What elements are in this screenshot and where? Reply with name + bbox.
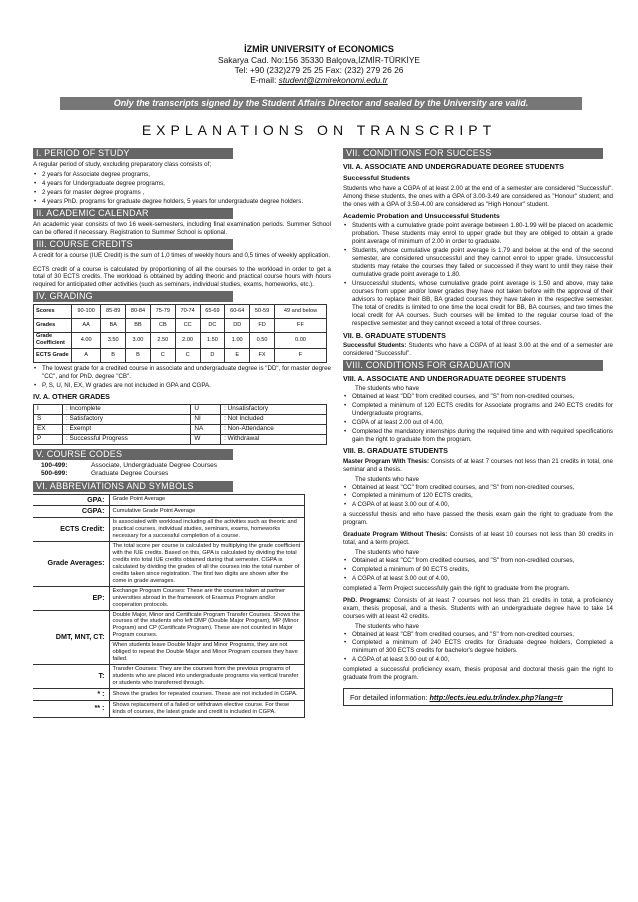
table-row xyxy=(33,470,221,478)
list-item: • Students with a cumulative grade point average between 1.80-1.99 will be placed on academic probation. These students may enrol to upper grade but they are obliged to obtain a grade point average of minimum of 2.00 in order to graduate. xyxy=(343,222,613,246)
table-cell: 1.00 xyxy=(225,333,250,348)
list-item: • Obtained at least "CB" from credited courses, and "S" from non-credited courses, xyxy=(343,631,613,639)
table-row xyxy=(33,610,305,641)
period-list xyxy=(33,171,331,206)
right-column xyxy=(343,146,613,706)
without-thesis-end: completed a Term Project successfully gain the right to graduate from the program. xyxy=(343,584,570,592)
text: Students who have a CGPA of at least 3.00 at the end of a semester are considered "Successful". xyxy=(343,341,613,357)
table-cell: 0.50 xyxy=(250,333,275,348)
list-item: • P, S, U, NI, EX, W grades are not included in GPA and CGPA. xyxy=(33,382,331,390)
intro-text: The students who have xyxy=(355,549,419,557)
section-heading-period: I. PERIOD OF STUDY xyxy=(33,148,233,159)
period-intro: A regular period of study, excluding preparatory class consists of; xyxy=(33,161,212,168)
probation-list xyxy=(343,222,613,327)
section-heading-abbreviations: VI. ABBREVIATIONS AND SYMBOLS xyxy=(33,481,233,492)
text: Consists of at least 7 courses not less than 21 credits in total, a proficiency exam, thesis proposal, and a thesis. Students with an undergraduate degree have to take 14 courses with at least 42 credits. xyxy=(343,596,613,620)
text: Consists of at least 7 courses not less than 21 credits in total, one seminar and a thesis. xyxy=(343,457,613,473)
abbr-key: EP: xyxy=(33,586,109,610)
grade-meaning: : Non-Attendance xyxy=(221,424,327,434)
table-row xyxy=(34,305,327,319)
table-row xyxy=(33,665,305,689)
table-cell: 75-79 xyxy=(150,305,175,319)
table-cell: CB xyxy=(150,319,175,333)
grade-meaning: : Unsatisfactory xyxy=(221,404,327,414)
calendar-text: An academic year consists of two 16 week-semesters, including final examination periods. Summer School can be offered if necessary. Registration to Summer School is optional. xyxy=(33,220,331,236)
table-cell: 60-64 xyxy=(225,305,250,319)
table-cell: 4.00 xyxy=(72,333,101,348)
master-thesis-list xyxy=(343,484,613,510)
table-cell: B xyxy=(101,348,126,362)
section-heading-other-grades: IV. A. OTHER GRADES xyxy=(33,392,110,402)
table-row xyxy=(33,541,305,586)
grade-code: P xyxy=(34,434,63,444)
row-label: ECTS Grade xyxy=(34,348,72,362)
grade-meaning: : Not Included xyxy=(221,414,327,424)
master-thesis-text xyxy=(343,458,613,474)
course-codes-table xyxy=(33,462,221,479)
table-row xyxy=(34,434,327,444)
section-heading-credits: III. COURSE CREDITS xyxy=(33,239,233,250)
list-item: • A CGPA of at least 3.00 out of 4.00, xyxy=(343,501,613,509)
subsection-title: Academic Probation and Unsuccessful Students xyxy=(343,212,500,220)
table-cell: B xyxy=(126,348,151,362)
university-name: İZMİR UNIVERSITY of ECONOMICS xyxy=(244,44,394,54)
email-line xyxy=(0,75,638,85)
list-item: • A CGPA of at least 3.00 out of 4.00, xyxy=(343,575,613,583)
table-cell: 49 and below xyxy=(274,305,326,319)
abbr-key: * : xyxy=(33,689,109,701)
abbr-value: Shows replacement of a failed or withdrawn elective course. For these kinds of courses, the latest grade and credit is included in CGPA. xyxy=(109,700,305,717)
footer-label: For detailed information: xyxy=(350,693,430,703)
table-cell: A xyxy=(72,348,101,362)
table-row xyxy=(33,494,305,506)
grade-code: W xyxy=(191,434,221,444)
info-link[interactable]: http://ects.ieu.edu.tr/index.php?lang=tr xyxy=(429,693,563,703)
without-thesis-list xyxy=(343,557,613,583)
table-cell: 90-100 xyxy=(72,305,101,319)
label-bold: PhD. Programs: xyxy=(343,596,391,604)
list-item: • The lowest grade for a credited course in associate and undergraduate degree is "DD", for master degree "CC", and for PhD. degree "CB". xyxy=(33,365,331,381)
abbr-value: Cumulative Grade Point Average xyxy=(109,506,305,518)
subsection-heading: VIII. B. GRADUATE STUDENTS xyxy=(343,446,448,456)
intro-text: The students who have xyxy=(355,384,419,392)
table-cell: 2.50 xyxy=(150,333,175,348)
email-link[interactable]: student@izmirekonomi.edu.tr xyxy=(278,75,388,86)
table-cell: FD xyxy=(250,319,275,333)
list-item: • Completed a minimum of 120 ECTS credits, xyxy=(343,492,613,500)
table-row xyxy=(33,462,221,470)
credits-p1: A credit for a course (IUE Credit) is the sum of 1,0 times of weekly hours and 0,5 times of weekly application. xyxy=(33,251,331,259)
grade-code: S xyxy=(34,414,63,424)
grade-meaning: : Withdrawal xyxy=(221,434,327,444)
table-cell: DD xyxy=(225,319,250,333)
abbr-key: CGPA: xyxy=(33,506,109,518)
table-row xyxy=(34,348,327,362)
grade-code: I xyxy=(34,404,63,414)
abbr-value: The total score per course is calculated by multiplying the grade coefficient with the IUE credits. Based on this, GPA is calculated by dividing the total credits into total IUE credits obtained during that semester. CGPA is calculated by dividing the grades of all the courses into the total number of credits taken since registration. The first two digits are shown after the come in grade averages. xyxy=(109,541,305,586)
abbr-value: Transfer Courses: They are the courses from the previous programs of students who are placed into undergraduate programs via vertical transfer or students who transferred through. xyxy=(109,665,305,689)
abbr-value: Shows the grades for repeated courses. These are not included in CGPA. xyxy=(109,689,305,701)
section-heading-graduation: VIII. CONDITIONS FOR GRADUATION xyxy=(343,360,603,371)
table-cell: 85-89 xyxy=(101,305,126,319)
list-item: • 2 years for Associate degree programs, xyxy=(33,171,331,179)
without-thesis-text xyxy=(343,531,613,547)
code-desc: Graduate Degree Courses xyxy=(91,470,169,478)
table-cell: 50-59 xyxy=(250,305,275,319)
intro-text: The students who have xyxy=(355,475,419,483)
code-desc: Associate, Undergraduate Degree Courses xyxy=(91,461,218,469)
validity-banner: Only the transcripts signed by the Student Affairs Director and sealed by the University are valid. xyxy=(60,97,582,110)
grading-notes xyxy=(33,365,331,390)
subsection-heading: VII. B. GRADUATE STUDENTS xyxy=(343,330,446,340)
table-row xyxy=(34,424,327,434)
credits-p2: ECTS credit of a course is calculated by proportioning of all the courses to the workload in order to get a total of 30 ECTS credits. The workload is obtained by adding theoric and practical course hours with hours required for anticipated other activities (such as seminars, individual studies, exams, homeworks, etc.). xyxy=(33,265,331,289)
abbr-value: Is associated with workload including all the activities such as theoric and practical courses, individual studies, seminars, exams, homeworks necessary for a successful completion of a course. xyxy=(109,518,305,542)
grade-meaning: : Satisfactory xyxy=(62,414,190,424)
table-row xyxy=(34,319,327,333)
abbr-value: When students leave Double Major and Minor Programs, they are not obliged to repeat the Double Major and Minor Program courses they have failed. xyxy=(109,641,305,665)
table-cell: 80-84 xyxy=(126,305,151,319)
table-row xyxy=(34,333,327,348)
table-row xyxy=(33,700,305,717)
list-item: • CGPA of at least 2.00 out of 4.00, xyxy=(343,419,613,427)
table-cell: AA xyxy=(72,319,101,333)
grade-code: U xyxy=(191,404,221,414)
abbr-key: Grade Averages: xyxy=(33,541,109,586)
master-thesis-end: a successful thesis and who have passed the thesis exam gain the right to graduate from the program. xyxy=(343,511,613,527)
grade-code: EX xyxy=(34,424,63,434)
table-cell: 2.00 xyxy=(175,333,200,348)
grading-table xyxy=(33,304,327,362)
table-cell: 0.00 xyxy=(274,333,326,348)
subsection-heading: VII. A. ASSOCIATE AND UNDERGRADUATE DEGREE STUDENTS xyxy=(343,162,564,171)
section-heading-calendar: II. ACADEMIC CALENDAR xyxy=(33,208,233,219)
subsection-title: Successful Students xyxy=(343,175,410,183)
grade-meaning: : Successful Progress xyxy=(62,434,190,444)
table-cell: 3.00 xyxy=(126,333,151,348)
section-heading-grading: IV. GRADING xyxy=(33,291,233,302)
table-cell: C xyxy=(175,348,200,362)
abbr-key: ECTS Credit: xyxy=(33,518,109,542)
row-label: Grade Coefficient xyxy=(34,333,72,348)
address: Sakarya Cad. No:156 35330 Balçova,İZMİR-TÜRKİYE xyxy=(217,54,421,65)
other-grades-table xyxy=(33,404,327,445)
abbr-key: DMT, MNT, CT: xyxy=(33,610,109,665)
row-label: Grades xyxy=(34,319,72,333)
table-row xyxy=(33,689,305,701)
list-item: • 2 years for master degree programs , xyxy=(33,189,331,197)
abbr-value: Double Major, Minor and Certificate Program Transfer Courses. Shows the courses of the students who left DMP (Double Major Program), MP (Minor Program) and CP (Certificate Program). These are not counted in Major Program courses. xyxy=(109,610,305,641)
graduate-success-text xyxy=(343,342,613,358)
graduation-list xyxy=(343,393,613,444)
list-item: • A CGPA of at least 3.00 out of 4.00, xyxy=(343,656,613,664)
grade-code: NA xyxy=(191,424,221,434)
label-bold: Master Program With Thesis: xyxy=(343,457,430,465)
label-bold: Successful Students: xyxy=(343,341,407,349)
abbr-key: ** : xyxy=(33,700,109,717)
section-heading-success: VII. CONDITIONS FOR SUCCESS xyxy=(343,148,603,159)
document-header xyxy=(0,44,638,86)
table-row xyxy=(33,586,305,610)
info-footer xyxy=(343,688,613,706)
list-item: • 4 years PhD. programs for graduate degree holders, 5 years for undergraduate degree holders. xyxy=(33,198,331,206)
list-item: • 4 years for Undergraduate degree programs, xyxy=(33,180,331,188)
table-cell: 3.50 xyxy=(101,333,126,348)
list-item: • Completed the mandatory internships during the required time and with required specifications gain the right to graduate from the program. xyxy=(343,428,613,444)
code-range: 500-699: xyxy=(41,470,68,478)
table-cell: DC xyxy=(200,319,225,333)
email-label: E-mail: xyxy=(250,75,277,86)
list-item: • Obtained at least "CC" from credited courses, and "S" from non-credited courses, xyxy=(343,484,613,492)
phd-list xyxy=(343,631,613,665)
list-item: • Completed a minimum of 240 ECTS credits for Graduate degree holders, Completed a minimum of 300 ECTS credits for bachelor's degree holders. xyxy=(343,639,613,655)
page-title: EXPLANATIONS ON TRANSCRIPT xyxy=(141,122,497,138)
table-row xyxy=(33,506,305,518)
table-cell: 65-69 xyxy=(200,305,225,319)
table-cell: FF xyxy=(274,319,326,333)
code-range: 100-499: xyxy=(41,461,68,469)
list-item: • Completed a minimum of 90 ECTS credits, xyxy=(343,566,613,574)
left-column xyxy=(33,146,331,718)
table-cell: C xyxy=(150,348,175,362)
abbr-key: T: xyxy=(33,665,109,689)
table-cell: BA xyxy=(101,319,126,333)
table-cell: 1.50 xyxy=(200,333,225,348)
table-cell: E xyxy=(225,348,250,362)
list-item: • Completed a minimum of 120 ECTS credits for Associate programs and 240 ECTS credits for Undergraduate programs, xyxy=(343,402,613,418)
table-row xyxy=(33,518,305,542)
phd-text xyxy=(343,597,613,621)
table-cell: F xyxy=(274,348,326,362)
label-bold: Graduate Program Without Thesis: xyxy=(343,531,448,539)
table-cell: FX xyxy=(250,348,275,362)
list-item: • Students, whose cumulative grade point average is 1.79 and below at the end of the second semester, are considered unsuccessful and they cannot enrol to upper grade. Unsuccessful students may retake the courses they failed or successed if they want to until they raise their cumulative grade point average to 1.80. xyxy=(343,247,613,279)
abbr-value: Exchange Program Courses: These are the courses taken at partner universities abroad in the framework of Erasmus Program and/or cooperation protocols. xyxy=(109,586,305,610)
section-heading-course-codes: V. COURSE CODES xyxy=(33,449,233,460)
phone-fax: Tel: +90 (232)279 25 25 Fax: (232) 279 26 26 xyxy=(234,65,404,76)
grade-meaning: : Incomplete xyxy=(62,404,190,414)
abbr-key: GPA: xyxy=(33,494,109,506)
table-cell: BB xyxy=(126,319,151,333)
phd-end: completed a successful proficiency exam, thesis proposal and doctoral thesis gain the right to graduate from the program. xyxy=(343,666,613,682)
list-item: • Obtained at least "CC" from credited courses, and "S" from non-credited courses, xyxy=(343,557,613,565)
table-cell: 70-74 xyxy=(175,305,200,319)
successful-text: Students who have a CGPA of at least 2.00 at the end of a semester are considered "Successful". Among these students, the ones with a GPA of 3.00-3.49 are considered as "Honour" student; and the ones with a GPA of 3.50-4.00 are considered as "High Honour" student. xyxy=(343,184,613,208)
subsection-heading: VIII. A. ASSOCIATE AND UNDERGRADUATE DEGREE STUDENTS xyxy=(343,373,566,383)
table-row xyxy=(34,404,327,414)
row-label: Scores xyxy=(34,305,72,319)
grade-code: NI xyxy=(191,414,221,424)
grade-meaning: : Exempt xyxy=(62,424,190,434)
list-item: • Unsuccessful students, whose cumulative grade point average is 1.50 and above, may take courses from upper and/or lower grades they have not taken before with the approval of their advisors to replace their BB, BA graded courses they have taken in the respective semester. The total of credits is limited to one time the local credit for BB, BA courses, and two times the local credit for AA courses. Such courses will be limited to the regular course load of the respective semester and they cannot exceed a total of three courses. xyxy=(343,280,613,328)
table-row xyxy=(34,414,327,424)
abbr-value: Grade Point Average xyxy=(109,494,305,506)
table-cell: CC xyxy=(175,319,200,333)
abbreviations-table xyxy=(33,494,305,718)
table-cell: D xyxy=(200,348,225,362)
text: Consists of at least 10 courses not less than 30 credits in total, and a term project. xyxy=(343,531,613,547)
intro-text: The students who have xyxy=(355,622,419,630)
list-item: • Obtained at least "DD" from credited courses, and "S" from non-credited courses, xyxy=(343,393,613,401)
